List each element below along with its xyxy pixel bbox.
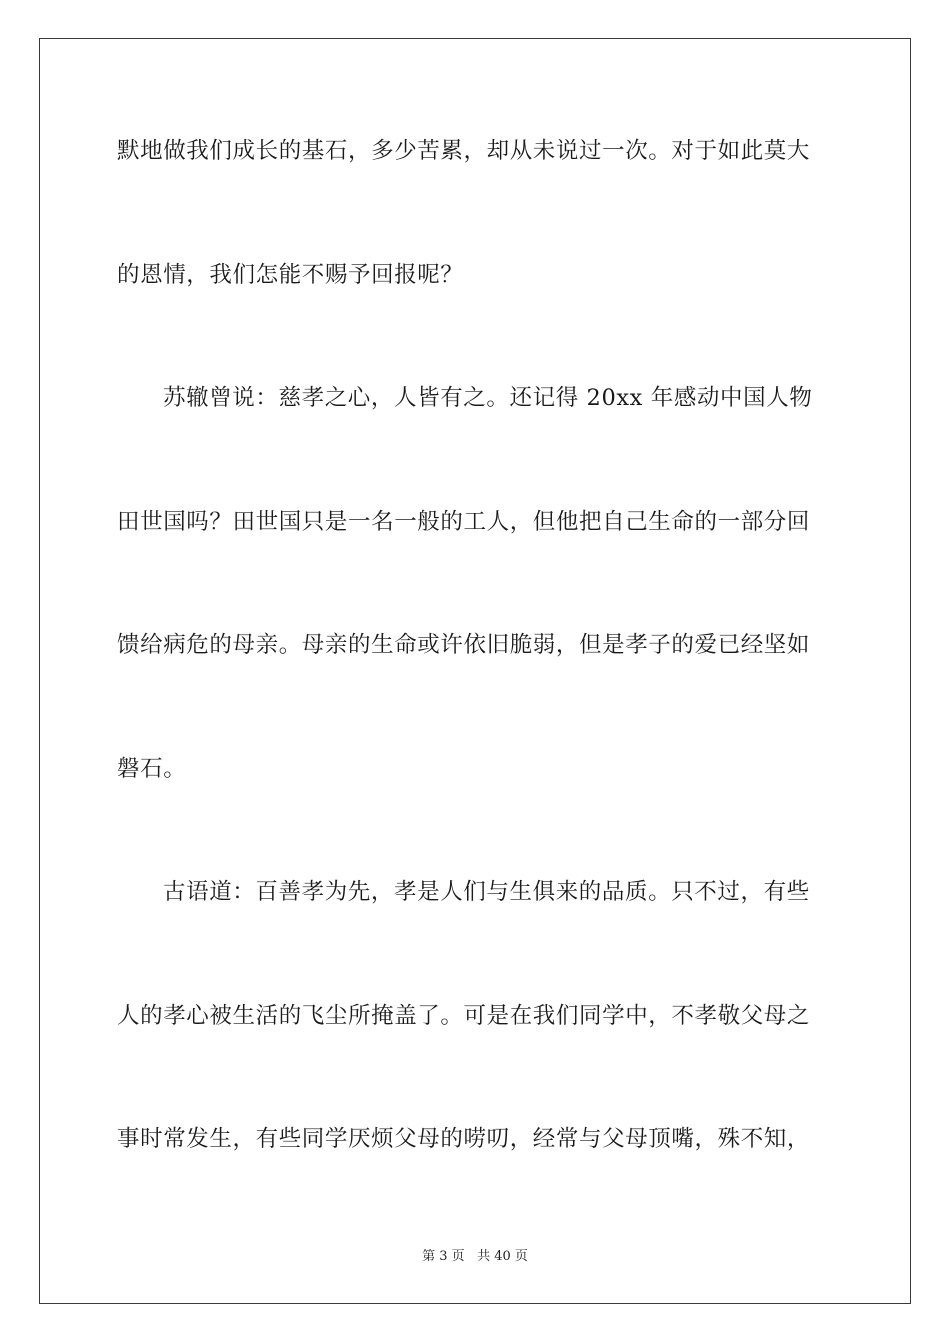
body-text-line: 默地做我们成长的基石，多少苦累，却从未说过一次。对于如此莫大 — [117, 138, 811, 164]
page-total: 共 40 页 — [477, 1249, 528, 1264]
page-footer — [0, 1245, 950, 1264]
body-text-line: 田世国吗？田世国只是一名一般的工人，但他把自己生命的一部分回 — [117, 509, 811, 535]
body-text-line: 事时常发生，有些同学厌烦父母的唠叨，经常与父母顶嘴，殊不知， — [117, 1126, 811, 1152]
body-text-line: 人的孝心被生活的飞尘所掩盖了。可是在我们同学中，不孝敬父母之 — [117, 1003, 811, 1029]
page-border — [39, 38, 911, 1304]
page-number: 第 3 页 — [422, 1249, 465, 1264]
body-text-line: 馈给病危的母亲。母亲的生命或许依旧脆弱，但是孝子的爱已经坚如 — [117, 632, 811, 658]
body-text-line: 的恩情，我们怎能不赐予回报呢？ — [117, 262, 464, 288]
body-text-line: 磐石。 — [117, 756, 187, 782]
paragraph-start-line: 苏辙曾说：慈孝之心，人皆有之。还记得 20xx 年感动中国人物 — [163, 385, 813, 411]
paragraph-start-line: 古语道：百善孝为先，孝是人们与生俱来的品质。只不过，有些 — [163, 879, 810, 905]
